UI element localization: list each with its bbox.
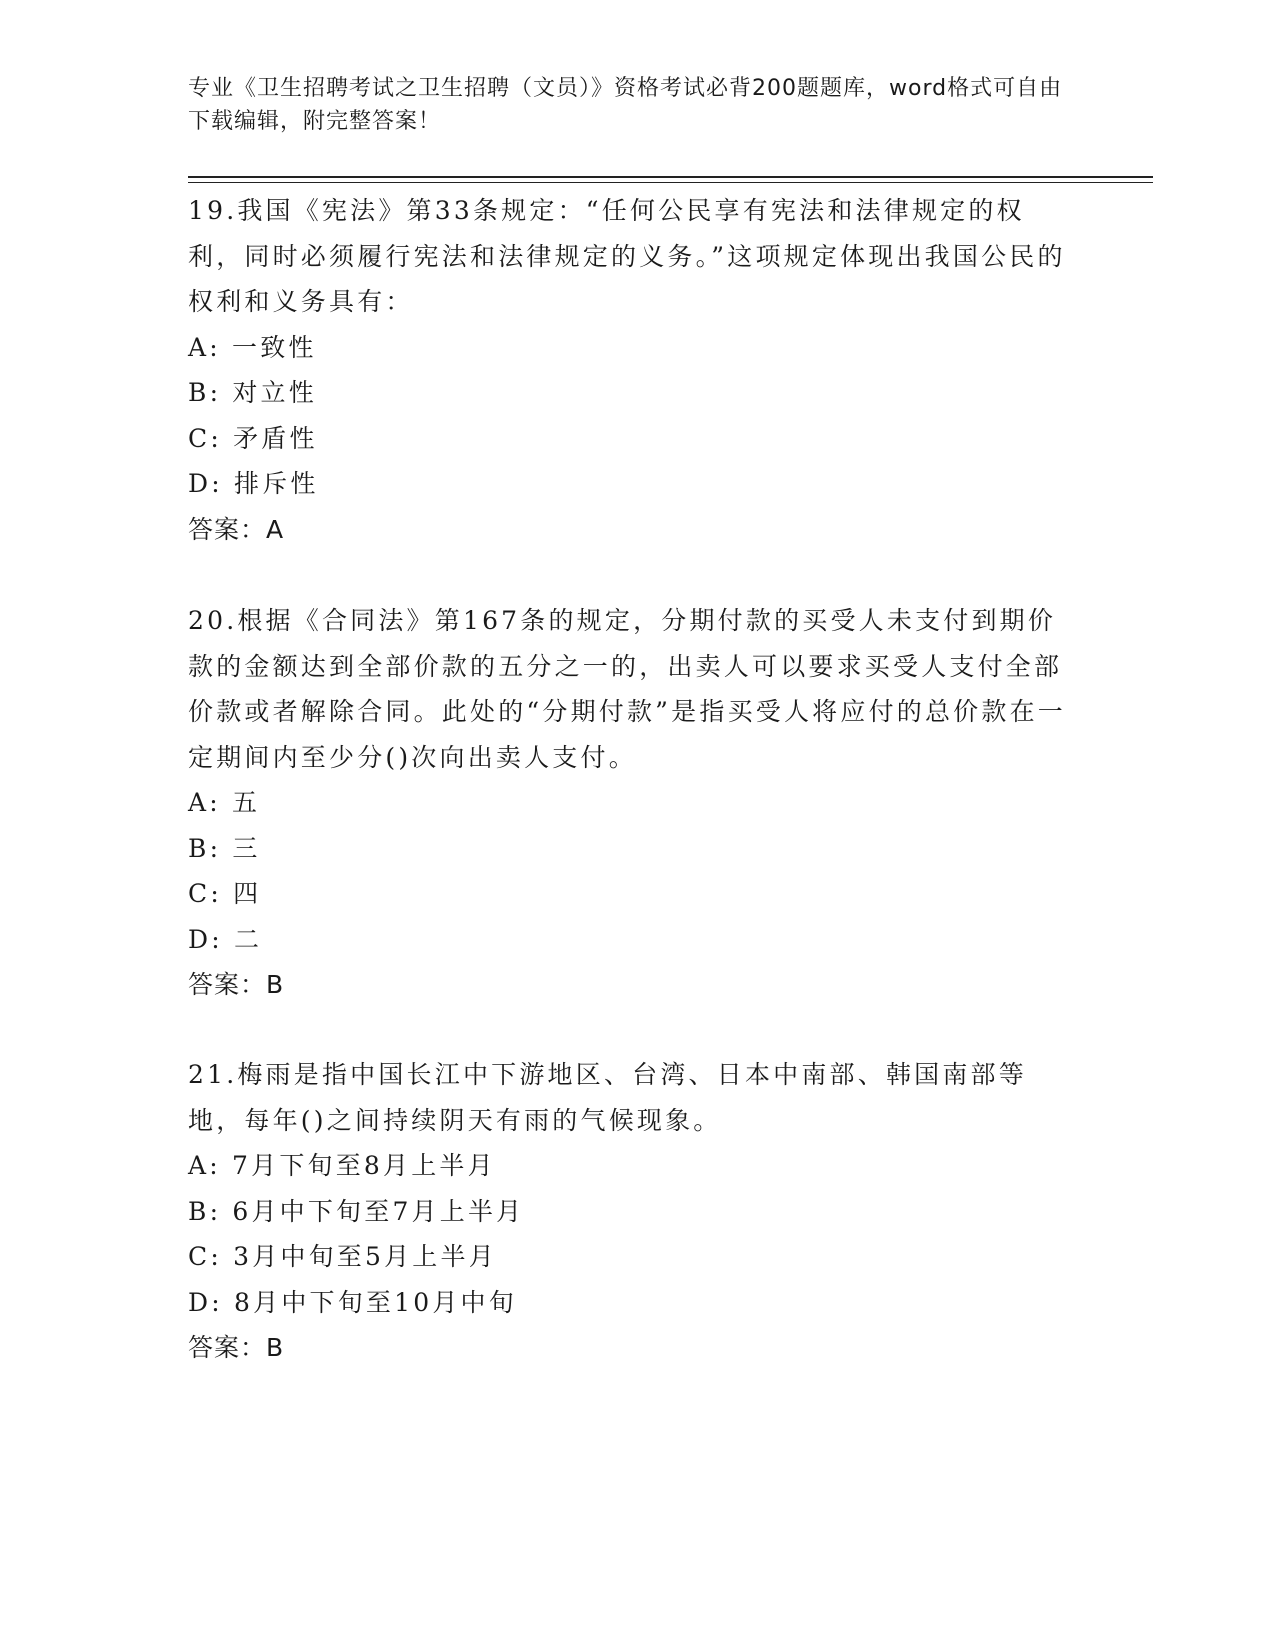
document-header: 专业《卫生招聘考试之卫生招聘（文员）》资格考试必背200题题库，word格式可自由下载编辑，附完整答案！ xyxy=(188,76,1063,134)
option-a: A: 一致性 xyxy=(188,332,317,362)
answer-line: 答案：B xyxy=(188,970,285,999)
question-20 xyxy=(188,598,1068,1008)
answer-line: 答案：B xyxy=(188,1333,285,1362)
question-stem: 21.梅雨是指中国长江中下游地区、台湾、日本中南部、韩国南部等地，每年()之间持续阴天有雨的气候现象。 xyxy=(188,1060,1027,1135)
option-d: D: 排斥性 xyxy=(188,469,319,498)
option-a: A: 五 xyxy=(188,788,261,817)
option-d: D: 二 xyxy=(188,924,263,954)
option-d: D: 8月中下旬至10月中旬 xyxy=(188,1287,517,1317)
option-c: C: 3月中旬至5月上半月 xyxy=(188,1242,497,1271)
option-c: C: 四 xyxy=(188,879,262,908)
question-21 xyxy=(188,1052,1068,1371)
question-stem: 20.根据《合同法》第167条的规定，分期付款的买受人未支付到期价款的金额达到全部价款的五分之一的，出卖人可以要求买受人支付全部价款或者解除合同。此处的“分期付款”是指买受人将应付的总价款在一定期间内至少分()次向出卖人支付。 xyxy=(188,606,1066,772)
question-19 xyxy=(188,188,1068,552)
header-rule-thick xyxy=(188,176,1153,178)
question-stem: 19.我国《宪法》第33条规定：“任何公民享有宪法和法律规定的权利，同时必须履行宪法和法律规定的义务。”这项规定体现出我国公民的权利和义务具有： xyxy=(188,196,1066,316)
option-c: C: 矛盾性 xyxy=(188,423,318,453)
option-b: B: 对立性 xyxy=(188,378,317,407)
option-a: A: 7月下旬至8月上半月 xyxy=(188,1151,496,1180)
option-b: B: 6月中下旬至7月上半月 xyxy=(188,1196,525,1226)
header-rule-thin xyxy=(188,182,1153,183)
answer-line: 答案：A xyxy=(188,514,285,544)
option-b: B: 三 xyxy=(188,833,261,863)
